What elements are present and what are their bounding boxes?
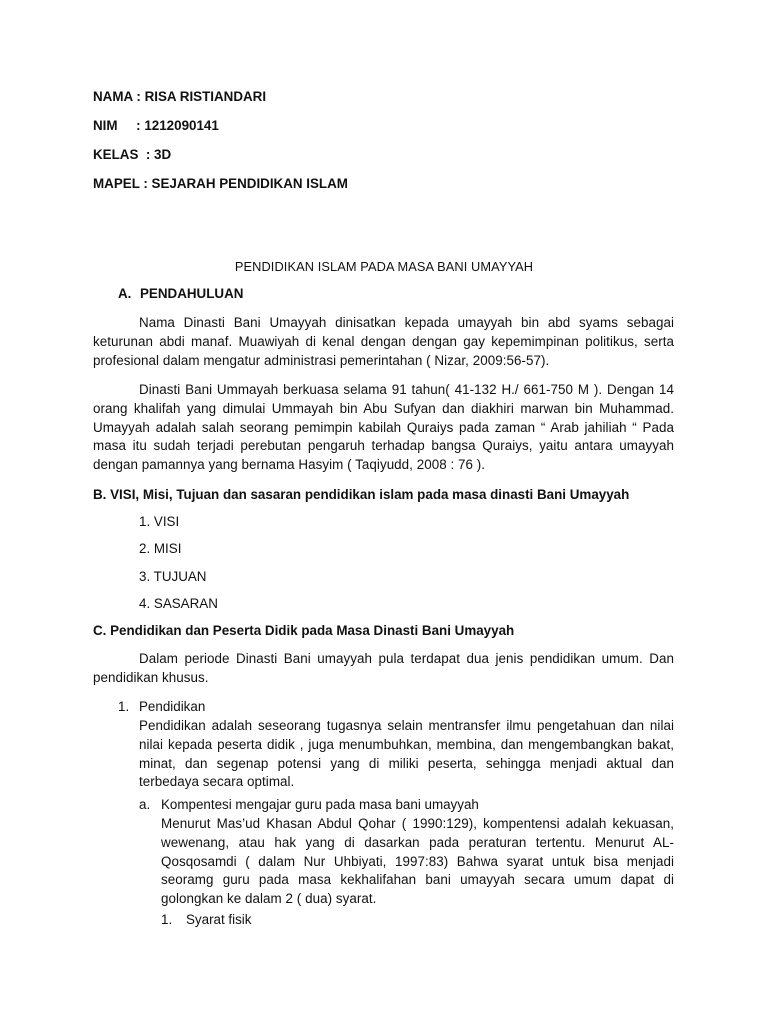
document-title: PENDIDIKAN ISLAM PADA MASA BANI UMAYYAH <box>234 259 534 274</box>
item-1-text: Pendidikan adalah seseorang tugasnya selain mentransfer ilmu pengetahuan dan nilai nilai kepada peserta didik , juga menumbuhkan, membina, dan mengembangkan bakat, minat, dan segenap potensi yang di miliki peserta, sehingga menjadi aktual dan terbedaya secara optimal. <box>139 718 674 790</box>
student-class: KELAS : 3D <box>93 147 172 162</box>
sub-a-text: Menurut Mas’ud Khasan Abdul Qohar ( 1990:129), kompentensi adalah kekuasan, wewenang, atau hak yang di dasarkan pada peraturan tertentu. Menurut AL-Qosqosamdi ( dalam Nur Uhbiyati, 1997:83) Bahwa syarat untuk bisa menjadi seoramg guru pada masa kekhalifahan bani umayyah secara umum dapat di golongkan ke dalam 2 ( dua) syarat. <box>161 816 674 907</box>
sub-1-title: Syarat fisik <box>186 912 252 927</box>
list-item: 4. SASARAN <box>139 596 218 611</box>
sub-a-title: Kompentesi mengajar guru pada masa bani umayyah <box>161 797 479 812</box>
item-1-marker: 1. <box>118 699 130 714</box>
section-a-marker: A. <box>118 286 132 301</box>
list-item: 3. TUJUAN <box>139 569 207 584</box>
sub-a-marker: a. <box>139 797 151 812</box>
section-a-heading: PENDAHULUAN <box>140 286 244 301</box>
section-b-heading: B. VISI, Misi, Tujuan dan sasaran pendidikan islam pada masa dinasti Bani Umayyah <box>93 487 630 502</box>
list-item: 2. MISI <box>139 541 182 556</box>
subject: MAPEL : SEJARAH PENDIDIKAN ISLAM <box>93 176 348 191</box>
sub-1-marker: 1. <box>161 912 173 927</box>
section-c-intro: Dalam periode Dinasti Bani umayyah pula terdapat dua jenis pendidikan umum. Dan pendidikan khusus. <box>93 651 674 685</box>
list-item: 1. VISI <box>139 514 180 529</box>
section-c-heading: C. Pendidikan dan Peserta Didik pada Masa Dinasti Bani Umayyah <box>93 623 515 638</box>
section-a-paragraph-1: Nama Dinasti Bani Umayyah dinisatkan kepada umayyah bin abd syams sebagai keturunan abdi manaf. Muawiyah di kenal dengan dengan gay kepemimpinan politikus, serta profesional dalam mengatur administrasi pemerintahan ( Nizar, 2009:56-57). <box>93 315 674 368</box>
item-1-title: Pendidikan <box>139 699 206 714</box>
student-nim: NIM : 1212090141 <box>93 118 219 133</box>
student-name: NAMA : RISA RISTIANDARI <box>93 89 267 104</box>
section-a-paragraph-2: Dinasti Bani Ummayah berkuasa selama 91 tahun( 41-132 H./ 661-750 M ). Dengan 14 orang khalifah yang dimulai Ummayah bin Abu Sufyan dan diakhiri marwan bin Muhammad. Umayyah adalah salah seorang pemimpin kabilah Quraiys pada zaman “ Arab jahiliah “ Pada masa itu sudah terjadi perebutan pengaruh terhadap bangsa Quraiys, yaitu antara umayyah dengan pamannya yang bernama Hasyim ( Taqiyudd, 2008 : 76 ). <box>93 382 674 473</box>
